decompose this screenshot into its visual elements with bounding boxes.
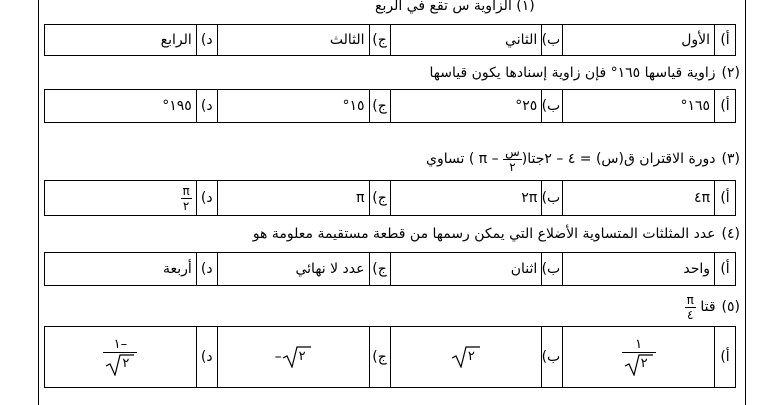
question-number: (٢) (721, 65, 740, 81)
question-2-options (44, 89, 736, 123)
option-label: ج) (369, 181, 390, 216)
question-number: (٣) (721, 151, 740, 167)
option-b[interactable] (390, 327, 542, 388)
option-label: د) (196, 90, 217, 123)
fraction: $\frac{-١}{٢}$ (103, 338, 137, 376)
page-border-left (38, 0, 39, 405)
option-label: أ) (715, 181, 736, 216)
option-label: د) (196, 25, 217, 56)
fraction: $\frac{\pi}{٢}$ (182, 183, 190, 213)
question-text: قتا (700, 299, 716, 315)
option-label: د) (196, 181, 217, 216)
option-a[interactable]: ٤π (563, 181, 715, 216)
question-4 (44, 225, 740, 243)
question-text: زاوية قياسها ١٦٥° فإن زاوية إسنادها يكون قياسها (429, 65, 716, 81)
option-c[interactable]: الثالث (217, 25, 369, 56)
option-b[interactable]: الثاني (390, 25, 542, 56)
option-label: د) (196, 327, 217, 388)
question-5 (44, 290, 740, 324)
option-d[interactable]: أربعة (45, 253, 197, 286)
option-label: ب) (542, 253, 563, 286)
option-c[interactable] (217, 327, 369, 388)
option-d[interactable]: الرابع (45, 25, 197, 56)
square-root: ٢ (451, 346, 481, 368)
option-c[interactable]: π (217, 181, 369, 216)
option-d[interactable]: ١٩٥° (45, 90, 197, 123)
page-border-right (745, 0, 746, 405)
option-c[interactable]: ١٥° (217, 90, 369, 123)
question-2 (44, 64, 740, 82)
question-3 (44, 143, 740, 175)
question-5-options (44, 326, 736, 388)
option-label: ج) (369, 253, 390, 286)
question-3-options (44, 180, 736, 216)
fraction: $\frac{١}{٢}$ (622, 338, 656, 376)
option-label: ب) (542, 25, 563, 56)
minus-sign: – (274, 349, 282, 365)
option-b[interactable]: ٢π (390, 181, 542, 216)
option-b[interactable]: ٢٥° (390, 90, 542, 123)
square-root: ٢ (282, 346, 312, 368)
option-label: ج) (369, 90, 390, 123)
question-4-options (44, 252, 736, 286)
option-label: ج) (369, 327, 390, 388)
question-text: دورة الاقتران ق(س) = ٤ – ٢جتا( (521, 151, 716, 167)
question-number: (٥) (721, 299, 740, 315)
option-label: ب) (542, 327, 563, 388)
square-root: ٢ (624, 354, 654, 376)
question-1-stem-fragment: (١) الزاوية س تقع في الربع (375, 0, 535, 14)
option-a[interactable]: الأول (563, 25, 715, 56)
option-a[interactable] (563, 327, 715, 388)
option-label: ب) (542, 181, 563, 216)
option-label: أ) (715, 25, 736, 56)
option-a[interactable]: واحد (563, 253, 715, 286)
square-root: ٢ (105, 354, 135, 376)
question-text: عدد المثلثات المتساوية الأضلاع التي يمكن رسمها من قطعة مستقيمة معلومة هو (252, 226, 716, 242)
option-b[interactable]: اثنان (390, 253, 542, 286)
option-c[interactable]: عدد لا نهائي (217, 253, 369, 286)
option-label: ج) (369, 25, 390, 56)
option-d[interactable] (45, 327, 197, 388)
question-1-options (44, 24, 736, 56)
option-label: ب) (542, 90, 563, 123)
option-label: أ) (715, 253, 736, 286)
option-d[interactable] (45, 181, 197, 216)
fraction: $\frac{\text{س}}{٢}$ (505, 144, 520, 174)
question-text-tail: – π ) تساوي (426, 151, 504, 167)
option-label: أ) (715, 90, 736, 123)
option-label: د) (196, 253, 217, 286)
fraction: $\frac{\pi}{٤}$ (686, 292, 694, 322)
question-number: (٤) (721, 226, 740, 242)
option-a[interactable]: ١٦٥° (563, 90, 715, 123)
option-label: أ) (715, 327, 736, 388)
